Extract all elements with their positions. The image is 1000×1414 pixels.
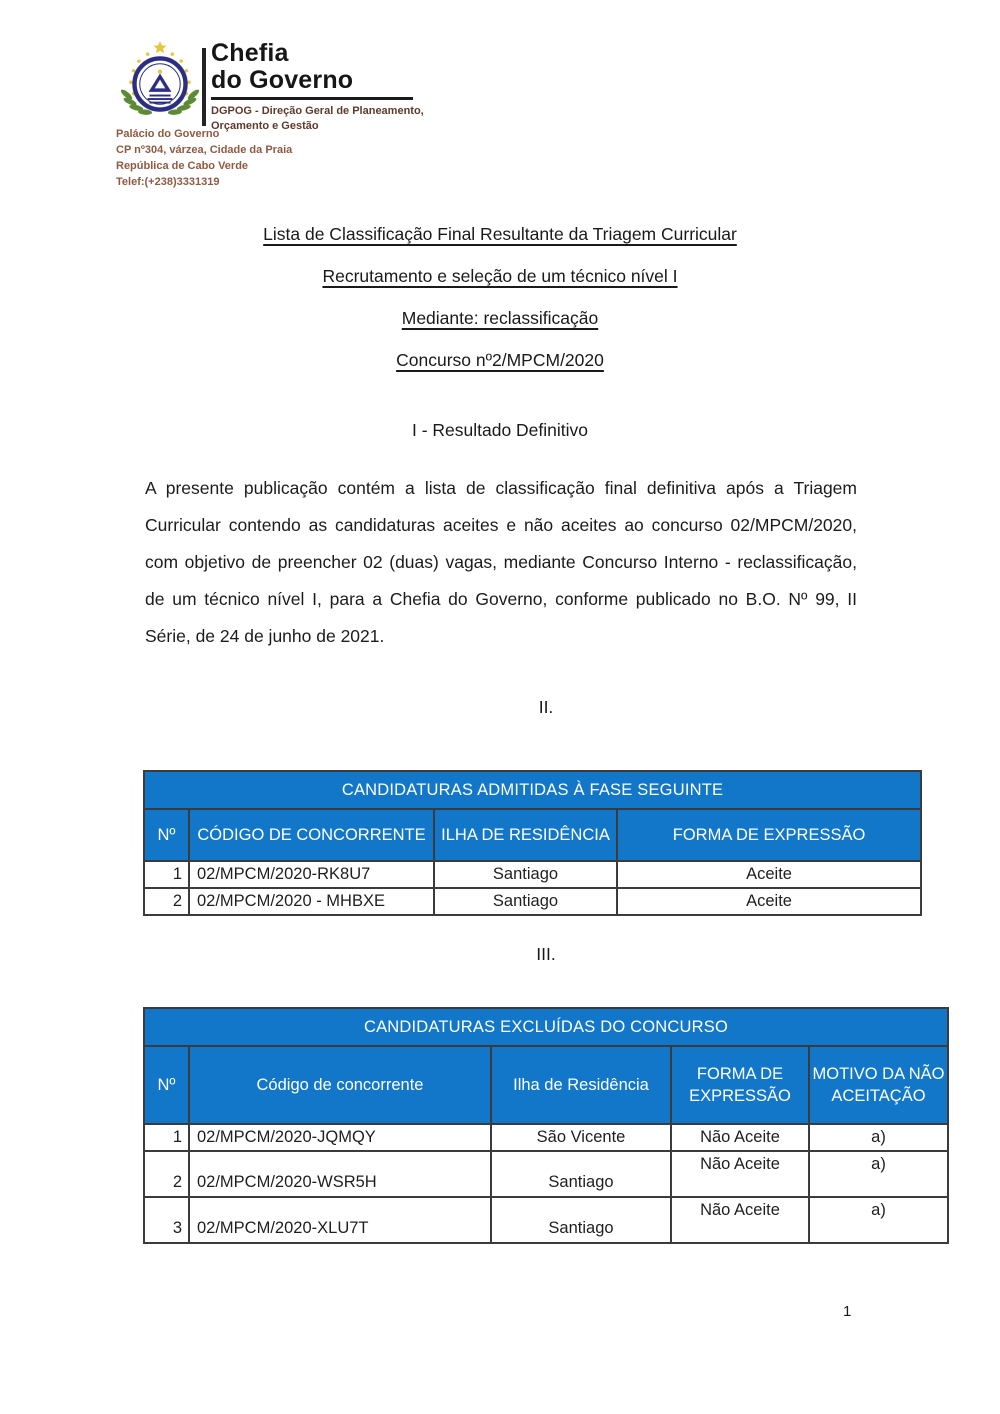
residence-island: São Vicente — [491, 1124, 671, 1151]
row-number: 1 — [144, 861, 189, 888]
column-header-expression: FORMA DE EXPRESSÃO — [671, 1046, 809, 1124]
residence-island: Santiago — [491, 1151, 671, 1197]
residence-island: Santiago — [434, 861, 617, 888]
star-icon — [153, 41, 166, 53]
column-header-code: Código de concorrente — [189, 1046, 491, 1124]
row-number: 1 — [144, 1124, 189, 1151]
table-row — [144, 1124, 948, 1151]
brand-divider-bar — [202, 48, 206, 126]
table-title-row — [144, 771, 921, 809]
address-line: Palácio do Governo — [116, 128, 220, 140]
cabo-verde-emblem-logo — [116, 40, 204, 128]
table-row — [144, 861, 921, 888]
expression-form: Não Aceite — [671, 1124, 809, 1151]
table-header-row — [144, 1046, 948, 1124]
rejection-reason: a) — [809, 1124, 948, 1151]
org-name — [211, 40, 424, 134]
candidate-code: 02/MPCM/2020 - MHBXE — [189, 888, 434, 915]
intro-paragraph: A presente publicação contém a lista de classificação final definitiva após a Triagem Curricular contendo as candidaturas aceites e não aceites ao concurso 02/MPCM/2020, com objetivo de preencher 02 (duas) vagas, mediante Concurso Interno - reclassificação, de um técnico nível I, para a Chefia do Governo, conforme publicado no B.O. Nº 99, II Série, de 24 de junho de 2021. — [145, 478, 857, 646]
expression-form: Aceite — [617, 861, 921, 888]
page-number: 1 — [843, 1303, 852, 1320]
candidate-code: 02/MPCM/2020-JQMQY — [189, 1124, 491, 1151]
expression-form: Não Aceite — [671, 1197, 809, 1243]
table-title-row — [144, 1008, 948, 1046]
candidate-code: 02/MPCM/2020-WSR5H — [189, 1151, 491, 1197]
address-line: República de Cabo Verde — [116, 160, 249, 172]
expression-form: Não Aceite — [671, 1151, 809, 1197]
row-number: 3 — [144, 1197, 189, 1243]
document-title-line: Lista de Classificação Final Resultante da Triagem Curricular — [263, 224, 737, 244]
residence-island: Santiago — [434, 888, 617, 915]
department-line1: DGPOG - Direção Geral de Planeamento, — [211, 105, 424, 117]
document-title-line: Concurso nº2/MPCM/2020 — [396, 350, 604, 370]
rejection-reason: a) — [809, 1151, 948, 1197]
section-1-heading: I - Resultado Definitivo — [411, 420, 589, 440]
admitted-candidates-table — [143, 770, 922, 916]
document-title-line: Mediante: reclassificação — [401, 308, 599, 328]
table-title: CANDIDATURAS ADMITIDAS À FASE SEGUINTE — [144, 771, 921, 809]
row-number: 2 — [144, 888, 189, 915]
table-row — [144, 1151, 948, 1197]
column-header-number: Nº — [144, 1046, 189, 1124]
section-2-heading: II. — [538, 697, 554, 717]
brand-underline — [211, 97, 413, 100]
org-name-line2: do Governo — [211, 66, 354, 94]
expression-form: Aceite — [617, 888, 921, 915]
table-row — [144, 888, 921, 915]
address-line: CP nº304, várzea, Cidade da Praia — [116, 144, 293, 156]
column-header-number: Nº — [144, 809, 189, 861]
column-header-reason: MOTIVO DA NÃO ACEITAÇÃO — [809, 1046, 948, 1124]
table-header-row — [144, 809, 921, 861]
excluded-candidates-table — [143, 1007, 949, 1244]
table-title: CANDIDATURAS EXCLUÍDAS DO CONCURSO — [144, 1008, 948, 1046]
document-title-line: Recrutamento e seleção de um técnico nível I — [322, 266, 678, 286]
column-header-island: Ilha de Residência — [491, 1046, 671, 1124]
document-titles — [0, 224, 1000, 392]
column-header-code: CÓDIGO DE CONCORRENTE — [189, 809, 434, 861]
candidate-code: 02/MPCM/2020-RK8U7 — [189, 861, 434, 888]
row-number: 2 — [144, 1151, 189, 1197]
rejection-reason: a) — [809, 1197, 948, 1243]
candidate-code: 02/MPCM/2020-XLU7T — [189, 1197, 491, 1243]
section-3-heading: III. — [536, 944, 556, 964]
column-header-expression: FORMA DE EXPRESSÃO — [617, 809, 921, 861]
column-header-island: ILHA DE RESIDÊNCIA — [434, 809, 617, 861]
department-line2: Orçamento e Gestão — [211, 120, 319, 132]
residence-island: Santiago — [491, 1197, 671, 1243]
table-row — [144, 1197, 948, 1243]
org-name-line1: Chefia — [211, 39, 289, 67]
address-block — [116, 126, 292, 190]
address-line: Telef:(+238)3331319 — [116, 176, 220, 188]
